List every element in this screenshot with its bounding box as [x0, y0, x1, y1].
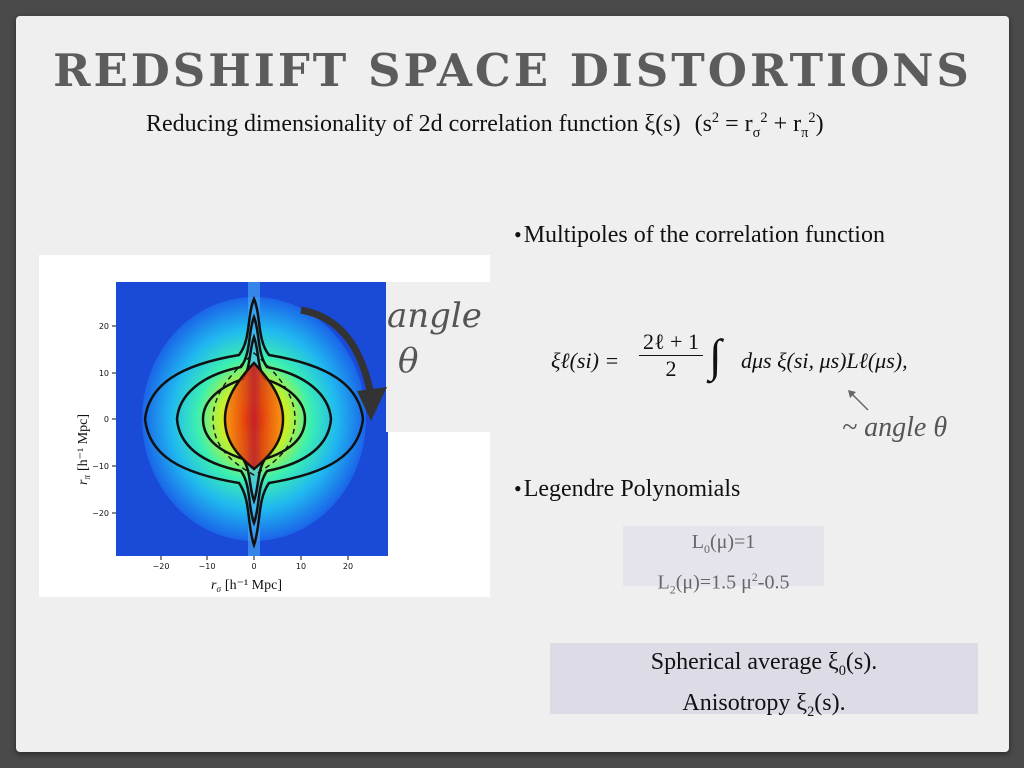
anisotropy-rest: (s). — [814, 689, 846, 716]
spherical-sub: 0 — [838, 662, 846, 679]
l2-letter: L — [657, 571, 670, 594]
y-tick-label: −10 — [92, 462, 109, 471]
x-tick-label: −10 — [198, 562, 216, 571]
subtitle-pi-sub: π — [801, 124, 809, 141]
subtitle-open: (s — [694, 111, 712, 137]
fraction-numerator: 2ℓ + 1 — [639, 329, 703, 356]
summary-spherical — [550, 646, 978, 687]
x-axis-label: $r_\sigma$ [h⁻¹ Mpc] — [211, 578, 282, 594]
spherical-rest: (s). — [845, 649, 878, 675]
subtitle-plus: + r — [767, 111, 802, 137]
fraction-denominator: 2 — [665, 356, 677, 381]
summary-box — [550, 643, 978, 720]
y-tick-label: −20 — [92, 509, 109, 518]
l0-rest: (μ)=1 — [709, 531, 756, 553]
anisotropy-text: Anisotropy ξ — [682, 689, 808, 716]
l2-rest: -0.5 — [757, 571, 790, 594]
legendre-l0 — [623, 528, 824, 563]
y-tick-label: 10 — [98, 369, 109, 378]
integral-sign: ∫ — [709, 330, 722, 381]
slide-title: REDSHIFT SPACE DISTORTIONS — [53, 44, 972, 97]
equation-fraction — [639, 329, 703, 382]
bullet-text: Legendre Polynomials — [523, 476, 741, 502]
spherical-text: Spherical average ξ — [650, 649, 839, 675]
equation-rhs: dμs ξ(si, μs)Lℓ(μs), — [741, 348, 908, 373]
legendre-l2 — [623, 563, 824, 604]
y-tick-label: 0 — [103, 415, 109, 424]
bullet-legendre — [514, 476, 740, 503]
multipole-equation — [543, 321, 963, 401]
equation-lhs: ξℓ(si) = — [551, 348, 620, 373]
y-tick-label: 20 — [98, 322, 109, 331]
bullet-text: Multipoles of the correlation function — [523, 222, 885, 248]
x-tick-label: −20 — [152, 562, 170, 571]
l0-sub: 0 — [703, 542, 710, 556]
summary-anisotropy — [550, 687, 978, 728]
x-tick-label: 20 — [342, 562, 354, 571]
bullet-dot: • — [514, 222, 522, 247]
subtitle — [146, 110, 824, 142]
slide — [16, 16, 1009, 752]
y-axis-label: $r_\pi[h^{-1}$ Mpc] — [76, 413, 92, 485]
l2-sub: 2 — [669, 582, 676, 597]
bullet-multipoles — [514, 222, 885, 249]
subtitle-sigma-sub: σ — [752, 124, 761, 141]
bullet-dot: • — [514, 476, 522, 501]
angle-symbol: θ — [398, 341, 419, 381]
anisotropy-sub: 2 — [807, 703, 815, 720]
l2-mid: (μ)=1.5 μ — [675, 571, 752, 594]
subtitle-pi-exp: 2 — [808, 110, 816, 126]
subtitle-lead: Reducing dimensionality of 2d correlation function ξ(s) — [146, 111, 681, 137]
subtitle-s-exp: 2 — [711, 110, 720, 126]
x-tick-label: 10 — [295, 562, 307, 571]
l2-exp: 2 — [751, 570, 758, 584]
legendre-polynomials-box — [623, 526, 824, 597]
angle-note: ~ angle θ — [842, 412, 948, 443]
angle-word: angle — [387, 296, 482, 336]
subtitle-sigma-exp: 2 — [760, 110, 768, 126]
subtitle-eq: = r — [719, 111, 753, 137]
subtitle-close: ) — [815, 111, 824, 137]
l0-letter: L — [691, 531, 704, 553]
x-tick-label: 0 — [251, 562, 257, 571]
